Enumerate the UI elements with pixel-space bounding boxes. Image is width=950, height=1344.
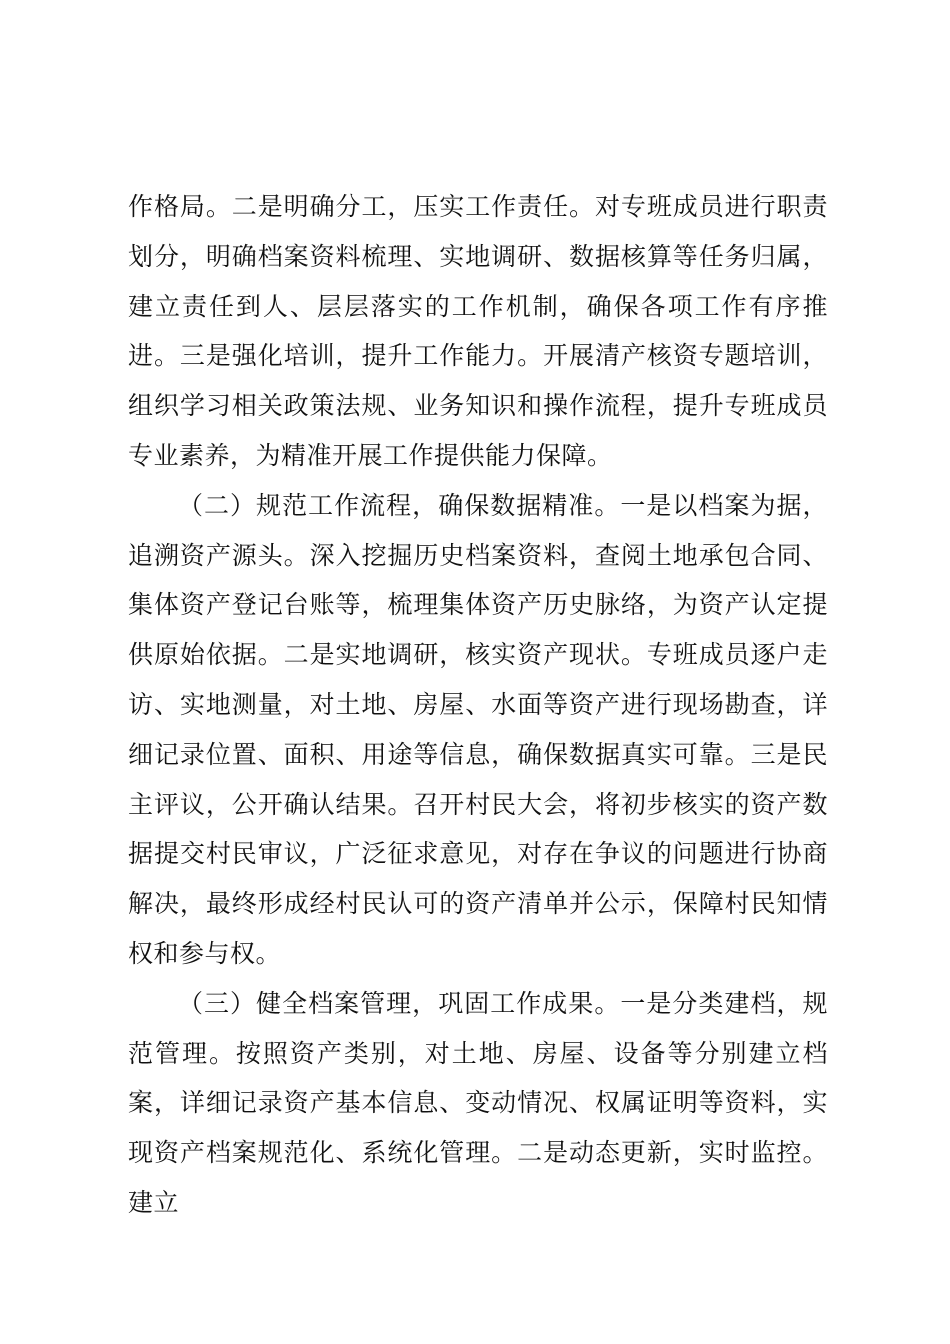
paragraph-1-continued: 作格局。二是明确分工，压实工作责任。对专班成员进行职责划分，明确档案资料梳理、实地调研、数据核算等任务归属，建立责任到人、层层落实的工作机制，确保各项工作有序推进。三是强化培训，提升工作能力。开展清产核资专题培训，组织学习相关政策法规、业务知识和操作流程，提升专班成员专业素养，为精准开展工作提供能力保障。 bbox=[128, 192, 828, 470]
document-body bbox=[128, 182, 828, 1228]
paragraph-3-section-three: （三）健全档案管理，巩固工作成果。一是分类建档，规范管理。按照资产类别，对土地、房屋、设备等分别建立档案，详细记录资产基本信息、变动情况、权属证明等资料，实现资产档案规范化、系统化管理。二是动态更新，实时监控。建立 bbox=[128, 988, 828, 1217]
paragraph-2-section-two: （二）规范工作流程，确保数据精准。一是以档案为据，追溯资产源头。深入挖掘历史档案资料，查阅土地承包合同、集体资产登记台账等，梳理集体资产历史脉络，为资产认定提供原始依据。二是实地调研，核实资产现状。专班成员逐户走访、实地测量，对土地、房屋、水面等资产进行现场勘查，详细记录位置、面积、用途等信息，确保数据真实可靠。三是民主评议，公开确认结果。召开村民大会，将初步核实的资产数据提交村民审议，广泛征求意见，对存在争议的问题进行协商解决，最终形成经村民认可的资产清单并公示，保障村民知情权和参与权。 bbox=[128, 490, 828, 968]
